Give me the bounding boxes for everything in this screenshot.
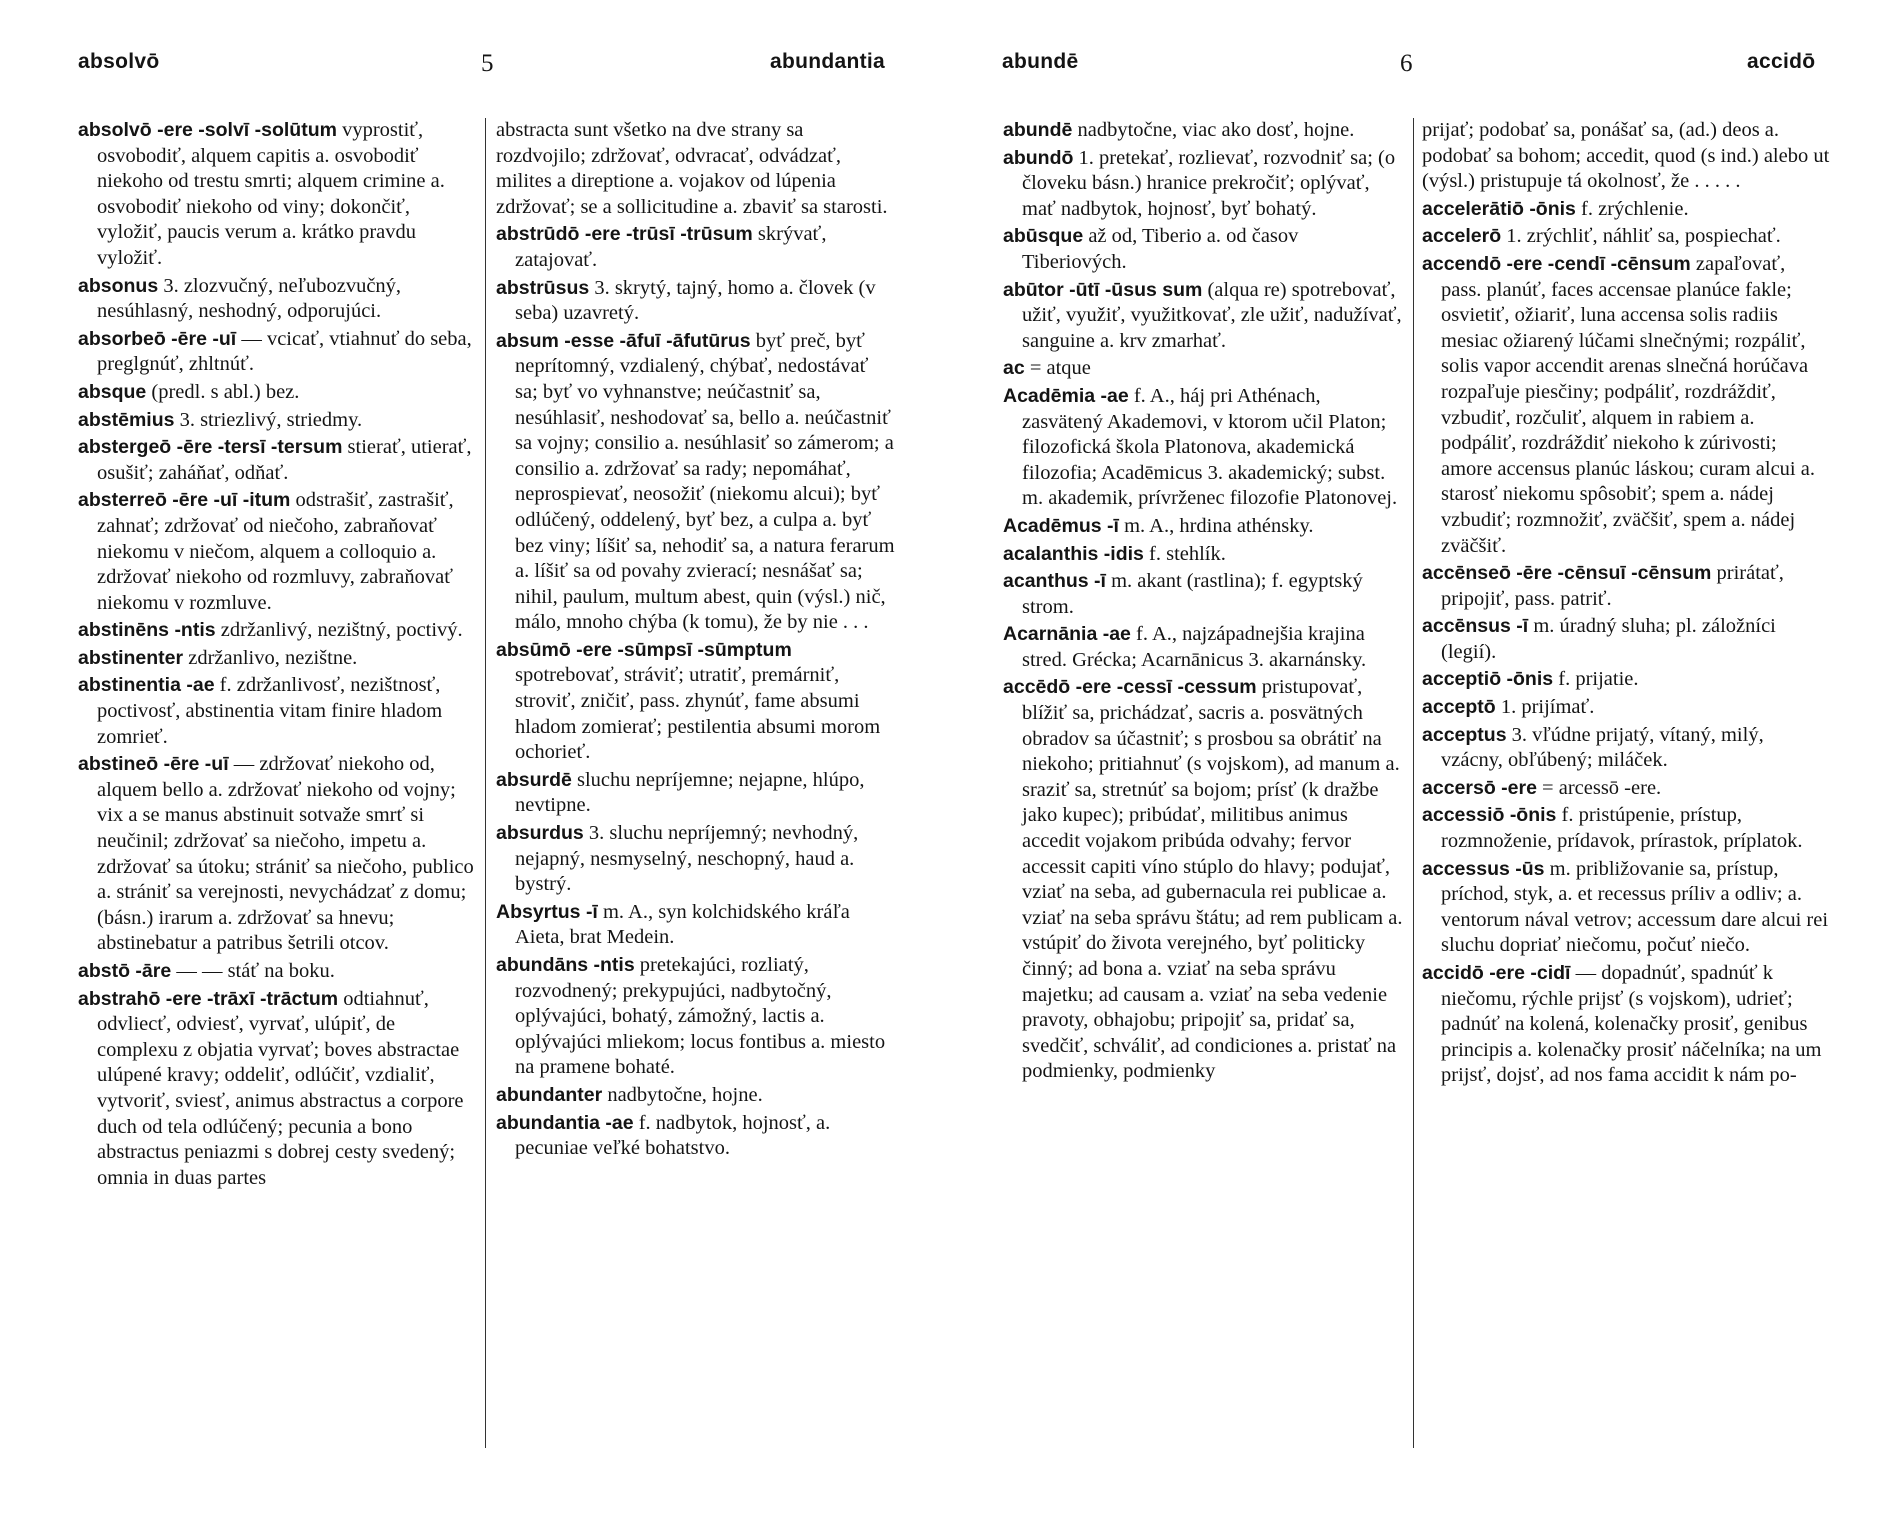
entry-definition: stierať, utierať, osušiť; zaháňať, odňať.	[97, 436, 472, 484]
right-page-column-2	[1422, 118, 1830, 1518]
entry-headword: accēdō -ere -cessī -cessum	[1003, 676, 1257, 699]
dictionary-entry	[1003, 542, 1405, 568]
entry-headword: accēnsus -ī	[1422, 615, 1529, 638]
entry-definition: = arcessō -ere.	[1536, 776, 1662, 799]
entry-definition: — dopadnúť, spadnúť k niečomu, rýchle prijsť (s vojskom), udrieť; padnúť na kolená, kolenačky prosiť, genibus principis a. kolenačky prosiť náčelníka; na um prijsť, dojsť, ad nos fama accidit k nám po-	[1441, 962, 1822, 1087]
dictionary-entry	[496, 118, 896, 220]
entry-definition: f. nadbytok, hojnosť, a. pecuniae veľké bohatstvo.	[515, 1111, 831, 1160]
entry-headword: abstinentia -ae	[78, 674, 215, 697]
entry-headword: abundē	[1003, 119, 1073, 141]
column-rule	[1413, 118, 1414, 1448]
dictionary-entry	[78, 673, 475, 750]
entry-definition: prirátať, pripojiť, pass. patriť.	[1441, 562, 1784, 610]
entry-definition: m. približovanie sa, prístup, príchod, styk, a. et recessus príliv a odliv; a. ventorum nával vetrov; accessum dare alcui rei sluchu dopriať niečomu, počuť niečo.	[1441, 857, 1829, 957]
entry-definition: pretekajúci, rozliatý, rozvodnený; prekypujúci, nadbytočný, oplývajúci, bohatý, zámožný, lactis a. oplývajúci mliekom; locus fontibus a. miesto na pramene bohaté.	[515, 954, 886, 1079]
dictionary-entry	[1422, 224, 1830, 250]
dictionary-entry	[496, 821, 896, 898]
entry-definition: — — stáť na boku.	[171, 960, 335, 982]
entry-headword: abundāns -ntis	[496, 954, 635, 976]
entry-definition: 1. prijímať.	[1495, 696, 1595, 719]
entry-definition: m. A., syn kolchidského kráľa Aieta, brat Medein.	[515, 900, 850, 949]
entry-definition: f. A., háj pri Athénach, zasvätený Akademovi, v ktorom učil Platon; filozofická škola Platonova, akademická filozofia; Acadēmicus 3. akademický; subst. m. akademik, prívrženec filozofie Platonovej.	[1022, 384, 1398, 510]
dictionary-entry	[78, 646, 475, 672]
dictionary-entry	[1003, 278, 1405, 355]
entry-definition: m. akant (rastlina); f. egyptský strom.	[1022, 570, 1363, 618]
dictionary-entry	[1003, 356, 1405, 382]
dictionary-entry	[78, 488, 475, 616]
dictionary-entry	[1422, 252, 1830, 559]
entry-definition: f. pristúpenie, prístup, rozmnoženie, prídavok, prírastok, príplatok.	[1441, 804, 1803, 853]
dictionary-entry	[1422, 961, 1830, 1089]
entry-definition: spotrebovať, stráviť; utratiť, premárniť, stroviť, zničiť, pass. zhynúť, fame absumi hladom zomierať; pestilentia absumi morom ochorieť.	[515, 664, 881, 764]
entry-headword: absurdē	[496, 768, 572, 791]
running-head-right-first: abundē	[1002, 50, 1079, 73]
running-head-left-last: abundantia	[770, 50, 886, 73]
entry-headword: abstinenter	[78, 646, 184, 669]
entry-definition: nadbytočne, viac ako dosť, hojne.	[1072, 119, 1355, 141]
entry-headword: accēnseō -ēre -cēnsuī -cēnsum	[1422, 562, 1712, 585]
dictionary-entry	[78, 618, 475, 644]
entry-definition: f. stehlík.	[1143, 542, 1226, 565]
entry-headword: abundanter	[496, 1083, 603, 1106]
entry-definition: nadbytočne, hojne.	[602, 1083, 763, 1106]
dictionary-entry	[78, 408, 475, 434]
entry-definition: 3. skrytý, tajný, homo a. človek (v seba) uzavretý.	[515, 276, 876, 325]
entry-headword: accelerātiō -ōnis	[1422, 197, 1576, 220]
entry-definition: byť preč, byť neprítomný, vzdialený, chýbať, nedostávať sa; byť vo vyhnanstve; neúčastniť sa, nesúhlasiť, neshodovať sa, bello a. neúčastniť sa vojny; consilio a. nesúhlasiť so zámerom; a consilio a. zdržovať sa rady; nepomáhať, neprospievať, neosožiť (niekomu alcui); byť odlúčený, oddelený, byť bez, a culpa a. byť bez viny; líšiť sa, nehodiť sa, a natura ferarum a. líšiť sa od povahy zvierací; nesnášať sa; nihil, paulum, multum abest, quin (výsl.) nič, málo, mnoho chýba (k tomu), že by nie . . .	[515, 329, 895, 634]
entry-headword: abundantia -ae	[496, 1111, 634, 1134]
dictionary-entry	[78, 987, 475, 1192]
entry-definition: zapaľovať, pass. planúť, faces accensae planúce fakle; osvietiť, ožiariť, luna accensa solis radiis mesiac ožiarený lúčami slnečnými; rozpáliť, solis vapor accendit arenas slnečná horúčava rozpaľuje piesčiny; podpáliť, rozdráždiť, vzbudiť, rozčuliť, alquem in rabiem a. podpáliť, rozdráždiť niekoho k zúrivosti; amore accensus planúc láskou; curam alcui a. starosť niekomu spôsobiť; spem a. nádej vzbudiť; rozmnožiť, zväčšiť, spem a. nádej zväčšiť.	[1441, 252, 1815, 557]
entry-headword: abstinēns -ntis	[78, 619, 216, 642]
entry-headword: Absyrtus -ī	[496, 900, 598, 923]
dictionary-entry	[1003, 224, 1405, 275]
dictionary-entry	[1003, 514, 1405, 540]
entry-headword: accersō -ere	[1422, 776, 1537, 799]
right-page-column-1	[1003, 118, 1405, 1518]
running-head-right-last: accidō	[1747, 50, 1816, 73]
dictionary-entry	[1003, 146, 1405, 223]
dictionary-entry	[78, 435, 475, 486]
entry-headword: abstō -āre	[78, 960, 172, 982]
entry-headword: abstineō -ēre -uī	[78, 753, 229, 776]
entry-headword: absum -esse -āfuī -āfutūrus	[496, 329, 751, 352]
dictionary-entry	[78, 118, 475, 272]
left-page-column-1	[78, 118, 475, 1518]
entry-headword: absūmō -ere -sūmpsī -sūmptum	[496, 638, 792, 661]
dictionary-entry	[1422, 561, 1830, 612]
entry-headword: acalanthis -idis	[1003, 542, 1144, 565]
left-page-column-2	[496, 118, 896, 1518]
entry-definition: prijať; podobať sa, ponášať sa, (ad.) deos a. podobať sa bohom; accedit, quod (s ind.) alebo ut (výsl.) pristupuje tá okolnosť, že . . . . .	[1422, 119, 1830, 193]
entry-headword: acceptiō -ōnis	[1422, 668, 1554, 691]
dictionary-entry	[1422, 723, 1830, 774]
dictionary-entry	[1003, 118, 1405, 144]
entry-headword: absurdus	[496, 822, 584, 845]
dictionary-entry	[1422, 118, 1830, 195]
entry-definition: zdržanlivý, nezištný, poctivý.	[215, 619, 463, 642]
dictionary-entry	[496, 1083, 896, 1109]
entry-headword: accidō -ere -cidī	[1422, 962, 1571, 984]
entry-definition: m. A., hrdina athénsky.	[1118, 514, 1314, 537]
dictionary-entry	[496, 1111, 896, 1162]
dictionary-entry	[78, 380, 475, 406]
entry-headword: abstēmius	[78, 408, 175, 431]
entry-headword: absonus	[78, 274, 159, 297]
entry-definition: 1. pretekať, rozlievať, rozvodniť sa; (o človeku básn.) hranice prekročiť; oplývať, mať nadbytok, hojnosť, byť bohatý.	[1022, 146, 1396, 220]
dictionary-entry	[496, 276, 896, 327]
entry-definition: f. zdržanlivosť, nezištnosť, poctivosť, abstinentia vitam finire hladom zomrieť.	[97, 674, 443, 748]
entry-definition: m. úradný sluha; pl. záložníci (legií).	[1441, 615, 1776, 663]
dictionary-entry	[1422, 197, 1830, 223]
dictionary-entry	[496, 638, 896, 766]
entry-headword: abūtor -ūtī -ūsus sum	[1003, 278, 1203, 301]
dictionary-entry	[1422, 695, 1830, 721]
entry-definition: vyprostiť, osvobodiť, alquem capitis a. osvobodiť niekoho od trestu smrti; alquem crimine a. osvobodiť niekoho od viny; dokončiť, vyložiť, paucis verum a. krátko pravdu vyložiť.	[97, 119, 445, 269]
entry-headword: Acarnānia -ae	[1003, 623, 1131, 646]
entry-definition: 3. zlozvučný, neľubozvučný, nesúhlasný, neshodný, odporujúci.	[97, 274, 402, 323]
entry-definition: f. zrýchlenie.	[1575, 197, 1689, 220]
entry-definition: 1. zrýchliť, náhliť sa, pospiechať.	[1501, 225, 1781, 248]
entry-definition: — zdržovať niekoho od, alquem bello a. zdržovať niekoho od vojny; vix a se manus abstinuit sotvaže smrť si neučinil; zdržovať sa niečoho, impetu a. zdržovať sa útoku; strániť sa niečoho, publico a. strániť sa verejnosti, nevychádzať z domu; (básn.) irarum a. zdržovať sa hnevu; abstinebatur a patribus šetrili otcov.	[97, 753, 474, 955]
entry-definition: skrývať, zatajovať.	[515, 223, 827, 271]
dictionary-entry	[1003, 569, 1405, 620]
dictionary-entry	[78, 274, 475, 325]
page-number-left: 5	[481, 50, 494, 77]
entry-definition: až od, Tiberio a. od časov Tiberiových.	[1022, 225, 1299, 273]
dictionary-entry	[1003, 622, 1405, 673]
entry-headword: absorbeō -ēre -uī	[78, 327, 237, 350]
entry-definition: odstrašiť, zastrašiť, zahnať; zdržovať od niečoho, zabraňovať niekomu v niečom, alquem a colloquio a. zdržovať niekoho od rozmluvy, zabraňovať niekomu v rozmluve.	[97, 489, 454, 614]
entry-definition: 3. striezlivý, striedmy.	[174, 408, 363, 431]
dictionary-entry	[1003, 675, 1405, 1085]
entry-headword: Acadēmus -ī	[1003, 514, 1119, 537]
dictionary-entry	[496, 953, 896, 1081]
entry-headword: abstrūdō -ere -trūsī -trūsum	[496, 223, 753, 246]
entry-definition: 3. sluchu nepríjemný; nevhodný, nejapný, nesmyselný, neschopný, haud a. bystrý.	[515, 822, 859, 896]
entry-headword: abūsque	[1003, 225, 1084, 248]
entry-headword: abstrahō -ere -trāxī -trāctum	[78, 987, 339, 1010]
entry-headword: accendō -ere -cendī -cēnsum	[1422, 252, 1691, 275]
entry-definition: (alqua re) spotrebovať, užiť, využiť, využitkovať, zle užiť, nadužívať, sanguine a. krv zmarhať.	[1022, 278, 1402, 352]
entry-definition: f. prijatie.	[1553, 668, 1639, 691]
entry-headword: acceptō	[1422, 696, 1496, 719]
entry-definition: — vcicať, vtiahnuť do seba, preglgnúť, zhltnúť.	[97, 327, 472, 376]
entry-definition: abstracta sunt všetko na dve strany sa rozdvojilo; zdržovať, odvracať, odvádzať, milites a direptione a. vojakov od lúpenia zdržovať; se a sollicitudine a. zbaviť sa starosti.	[496, 119, 888, 218]
entry-definition: zdržanlivo, nezištne.	[183, 646, 358, 669]
entry-definition: = atque	[1024, 357, 1091, 380]
entry-headword: Acadēmia -ae	[1003, 384, 1129, 407]
running-head-left-first: absolvō	[78, 50, 160, 73]
dictionary-entry	[1422, 803, 1830, 854]
dictionary-entry	[496, 900, 896, 951]
entry-headword: ac	[1003, 357, 1025, 380]
entry-headword: abstrūsus	[496, 276, 590, 299]
entry-headword: accelerō	[1422, 225, 1502, 248]
entry-definition: 3. vľúdne prijatý, vítaný, milý, vzácny, obľúbený; miláček.	[1441, 723, 1764, 772]
dictionary-entry	[1422, 857, 1830, 959]
dictionary-entry	[1422, 776, 1830, 802]
column-rule	[485, 118, 486, 1448]
entry-headword: absterreō -ēre -uī -itum	[78, 489, 291, 512]
entry-definition: f. A., najzápadnejšia krajina stred. Grécka; Acarnānicus 3. akarnánsky.	[1022, 623, 1367, 671]
dictionary-entry	[496, 222, 896, 273]
entry-definition: sluchu nepríjemne; nejapne, hlúpo, nevtipne.	[515, 768, 865, 817]
entry-headword: abstergeō -ēre -tersī -tersum	[78, 436, 343, 459]
entry-definition: odtiahnuť, odvliecť, odviesť, vyrvať, ulúpiť, de complexu z objatia vyrvať; boves abstractae ulúpené kravy; oddeliť, odlúčiť, vzdialiť, vytvoriť, sviesť, animus abstractus a corpore duch od tela odlúčený; pecunia a bono abstractus peniazmi s dobrej cesty svedený; omnia in duas partes	[97, 987, 464, 1189]
entry-headword: acanthus -ī	[1003, 570, 1106, 593]
entry-definition: pristupovať, blížiť sa, prichádzať, sacris a. posvätných obradov sa účastniť; s prosbou sa obrátiť na niekoho; pritiahnuť (s vojskom), ad manum a. sraziť sa, stretnúť sa bojom; prísť (k dražbe jako kupec); pribúdať, militibus animus accedit vojakom pribúda odvahy; fervor accessit capiti víno stúplo do hlavy; podujať, vziať na seba, ad gubernacula rei publicae a. vziať na seba správu štátu; ad rem publicam a. vstúpiť do života verejného, byť politicky činný; ad bona a. vziať na seba správu majetku; ad causam a. vziať na seba vedenie pravoty, obhajobu; pripojiť sa, pridať sa, svedčiť, schváliť, ad condiciones a. pristať na podmienky, podmienky	[1022, 676, 1403, 1083]
entry-headword: absolvō -ere -solvī -solūtum	[78, 119, 337, 141]
dictionary-entry	[496, 329, 896, 636]
dictionary-entry	[1003, 384, 1405, 512]
dictionary-entry	[78, 752, 475, 957]
page-number-right: 6	[1400, 50, 1413, 77]
entry-headword: accessiō -ōnis	[1422, 804, 1557, 827]
entry-headword: acceptus	[1422, 723, 1507, 746]
entry-definition: (predl. s abl.) bez.	[146, 380, 300, 403]
dictionary-entry	[1422, 667, 1830, 693]
dictionary-entry	[1422, 614, 1830, 665]
entry-headword: accessus -ūs	[1422, 857, 1545, 880]
dictionary-entry	[78, 959, 475, 985]
entry-headword: absque	[78, 380, 147, 403]
dictionary-entry	[78, 327, 475, 378]
entry-headword: abundō	[1003, 146, 1074, 169]
dictionary-entry	[496, 768, 896, 819]
